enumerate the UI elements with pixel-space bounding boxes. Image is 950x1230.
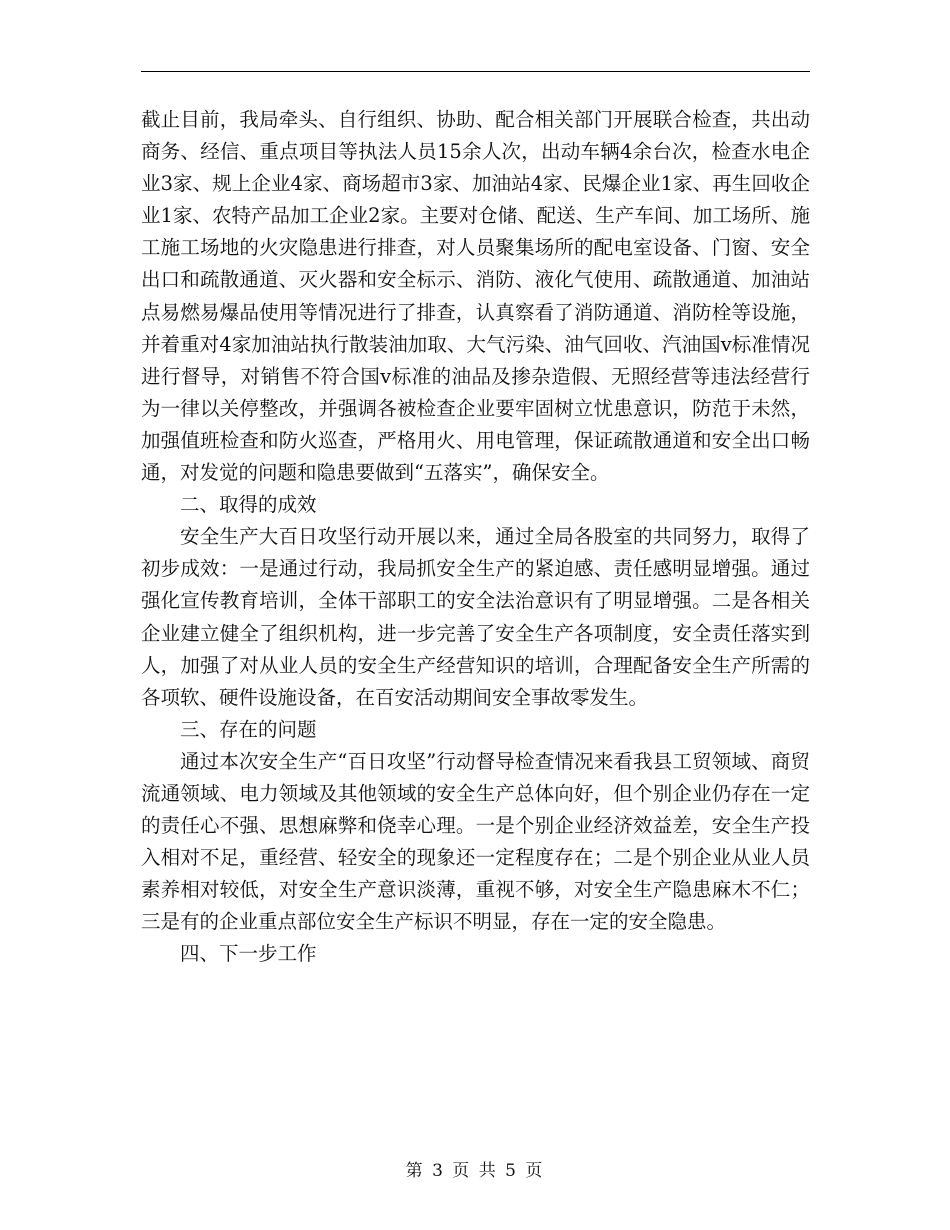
paragraph-problems: 通过本次安全生产“百日攻坚”行动督导检查情况来看我县工贸领域、商贸流通领域、电力领域及其他领域的安全生产总体向好，但个别企业仍存在一定的责任心不强、思想麻弊和侥幸心理。一是个别企业经济效益差，安全生产投入相对不足，重经营、轻安全的现象还一定程度存在；二是个别企业从业人员素养相对较低，对安全生产意识淡薄，重视不够，对安全生产隐患麻木不仁；三是有的企业重点部位安全生产标识不明显，存在一定的安全隐患。 bbox=[141, 749, 810, 934]
page-number: 第 3 页 共 5 页 bbox=[405, 1161, 545, 1181]
heading-next-steps: 四、下一步工作 bbox=[180, 942, 317, 966]
document-body bbox=[141, 104, 810, 971]
heading-problems: 三、存在的问题 bbox=[180, 717, 317, 741]
paragraph-achievements: 安全生产大百日攻坚行动开展以来，通过全局各股室的共同努力，取得了初步成效：一是通过行动，我局抓安全生产的紧迫感、责任感明显增强。通过强化宣传教育培训，全体干部职工的安全法治意识有了明显增强。二是各相关企业建立健全了组织机构，进一步完善了安全生产各项制度，安全责任落实到人，加强了对从业人员的安全生产经营知识的培训，合理配备安全生产所需的各项软、硬件设施设备，在百安活动期间安全事故零发生。 bbox=[141, 525, 810, 709]
paragraph-inspection-summary: 截止目前，我局牵头、自行组织、协助、配合相关部门开展联合检查，共出动商务、经信、重点项目等执法人员15余人次，出动车辆4余台次，检查水电企业3家、规上企业4家、商场超市3家、加油站4家、民爆企业1家、再生回收企业1家、农特产品加工企业2家。主要对仓储、配送、生产车间、加工场所、施工施工场地的火灾隐患进行排查，对人员聚集场所的配电室设备、门窗、安全出口和疏散通道、灭火器和安全标示、消防、液化气使用、疏散通道、加油站点易燃易爆品使用等情况进行了排查，认真察看了消防通道、消防栓等设施，并着重对4家加油站执行散装油加取、大气污染、油气回收、汽油国v标准情况进行督导，对销售不符合国v标准的油品及掺杂造假、无照经营等违法经营行为一律以关停整改，并强调各被检查企业要牢固树立忧患意识，防范于未然，加强值班检查和防火巡查，严格用火、用电管理，保证疏散通道和安全出口畅通，对发觉的问题和隐患要做到“五落实”，确保安全。 bbox=[141, 108, 810, 485]
header-rule bbox=[141, 71, 810, 72]
heading-achievements: 二、取得的成效 bbox=[180, 493, 317, 517]
